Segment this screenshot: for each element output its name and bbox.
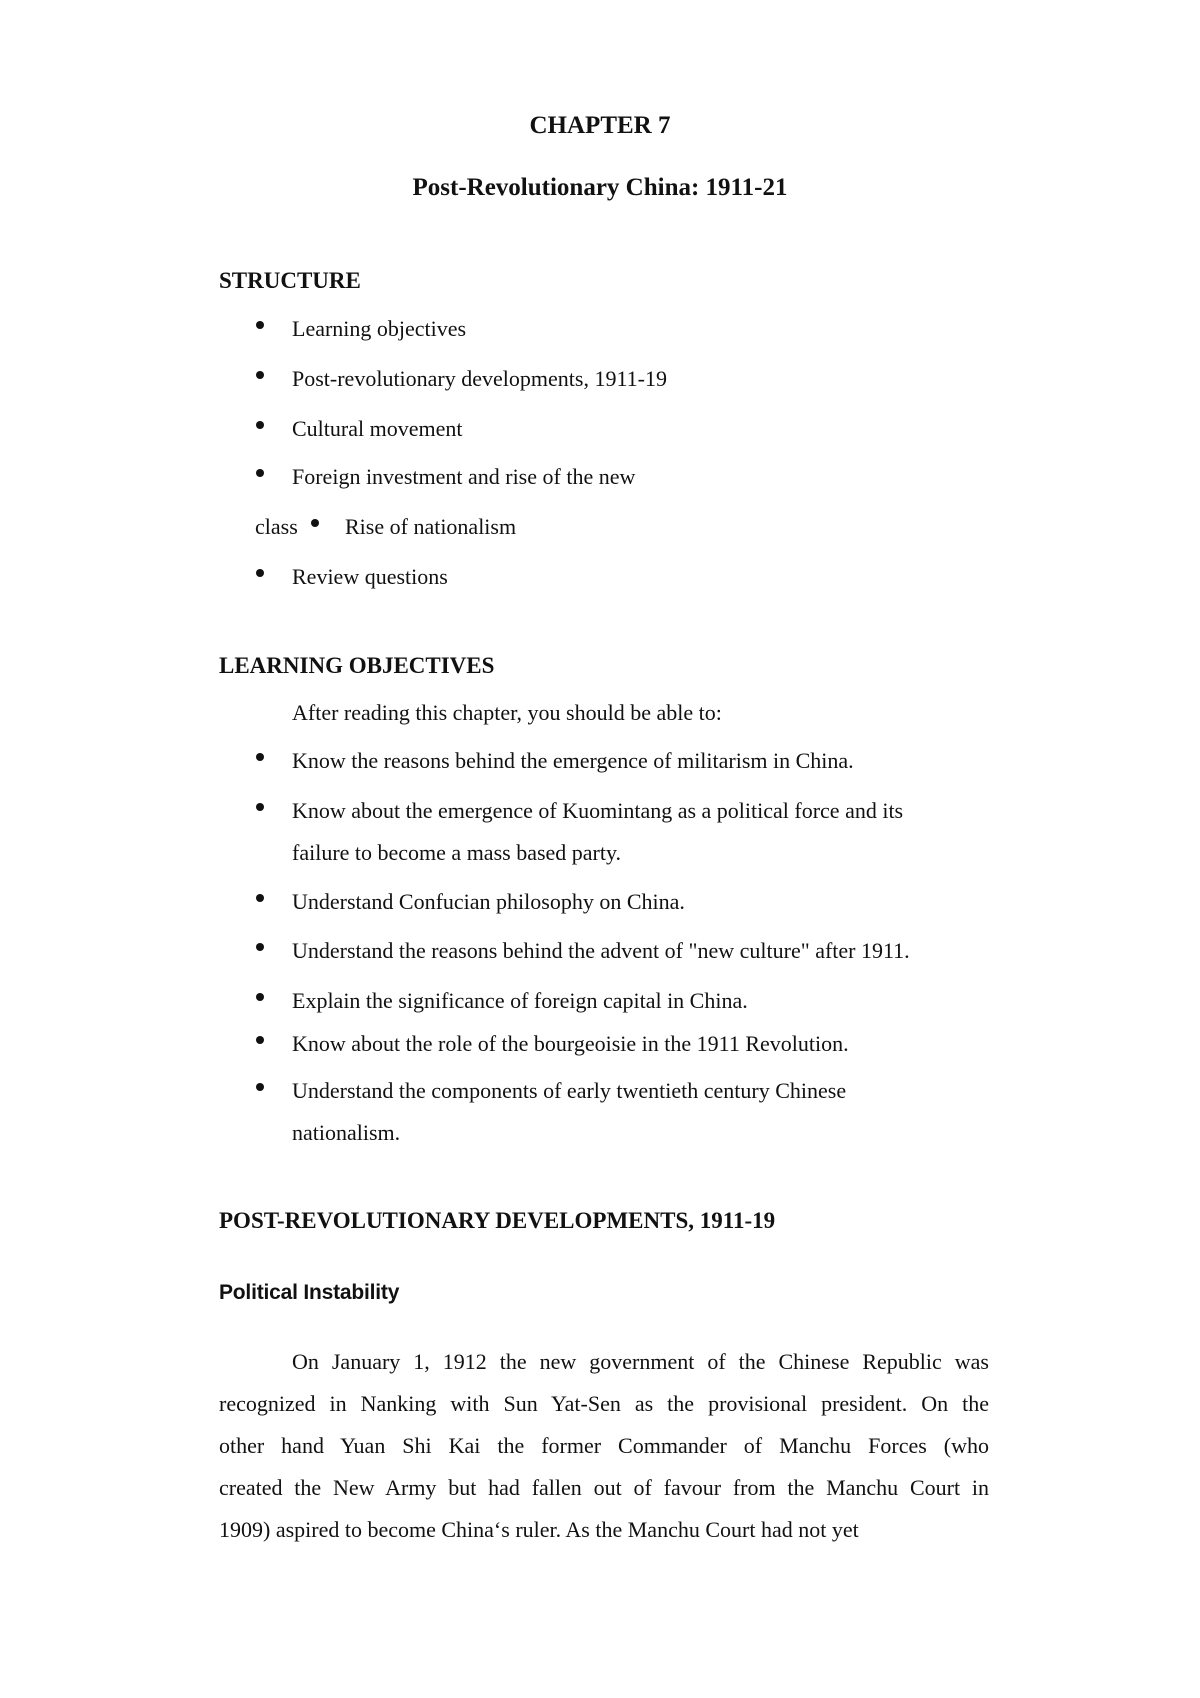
structure-item: Cultural movement <box>292 416 463 441</box>
objective-item: Explain the significance of foreign capital in China. <box>292 988 748 1013</box>
bullet-icon <box>256 993 264 1001</box>
structure-item: Review questions <box>292 564 448 589</box>
objective-item-continuation: nationalism. <box>292 1120 401 1145</box>
bullet-icon <box>256 421 264 429</box>
bullet-icon <box>256 1036 264 1044</box>
paragraph-line: 1909) aspired to become China‘s ruler. As the Manchu Court had not yet <box>219 1517 859 1542</box>
objective-item: Know about the role of the bourgeoisie in the 1911 Revolution. <box>292 1031 849 1056</box>
objective-item: Know the reasons behind the emergence of militarism in China. <box>292 748 854 773</box>
learning-objectives-heading: LEARNING OBJECTIVES <box>219 653 495 678</box>
structure-item: Foreign investment and rise of the new <box>292 464 636 489</box>
objective-item: Understand the reasons behind the advent of "new culture" after 1911. <box>292 938 910 963</box>
body-paragraph <box>219 1341 989 1551</box>
bullet-icon <box>256 469 264 477</box>
objective-item: Understand Confucian philosophy on China. <box>292 889 685 914</box>
bullet-icon <box>256 894 264 902</box>
bullet-icon <box>256 1083 264 1091</box>
bullet-icon <box>256 753 264 761</box>
bullet-icon <box>256 803 264 811</box>
structure-heading: STRUCTURE <box>219 268 361 293</box>
bullet-icon <box>256 321 264 329</box>
paragraph-line: other hand Yuan Shi Kai the former Commander of Manchu Forces (who <box>219 1433 989 1458</box>
chapter-number: CHAPTER 7 <box>529 112 671 139</box>
political-instability-subheading: Political Instability <box>219 1281 400 1304</box>
chapter-title: Post-Revolutionary China: 1911-21 <box>412 174 788 201</box>
objective-item: Understand the components of early twentieth century Chinese <box>292 1078 847 1103</box>
paragraph-line: created the New Army but had fallen out of favour from the Manchu Court in <box>219 1475 989 1500</box>
bullet-icon <box>256 569 264 577</box>
objective-item: Know about the emergence of Kuomintang as a political force and its <box>292 798 904 823</box>
structure-item: Learning objectives <box>292 316 467 341</box>
post-revolutionary-heading: POST-REVOLUTIONARY DEVELOPMENTS, 1911-19 <box>219 1208 776 1233</box>
paragraph-line: recognized in Nanking with Sun Yat-Sen as the provisional president. On the <box>219 1391 989 1416</box>
bullet-icon <box>311 519 319 527</box>
objective-item-continuation: failure to become a mass based party. <box>292 840 622 865</box>
paragraph-line: On January 1, 1912 the new government of the Chinese Republic was <box>292 1349 989 1374</box>
structure-item: Rise of nationalism <box>345 514 517 539</box>
learning-objectives-intro: After reading this chapter, you should be able to: <box>292 700 722 725</box>
bullet-icon <box>256 943 264 951</box>
bullet-icon <box>256 371 264 379</box>
structure-wrap-prefix: class <box>255 514 298 539</box>
structure-item: Post-revolutionary developments, 1911-19 <box>292 366 667 391</box>
